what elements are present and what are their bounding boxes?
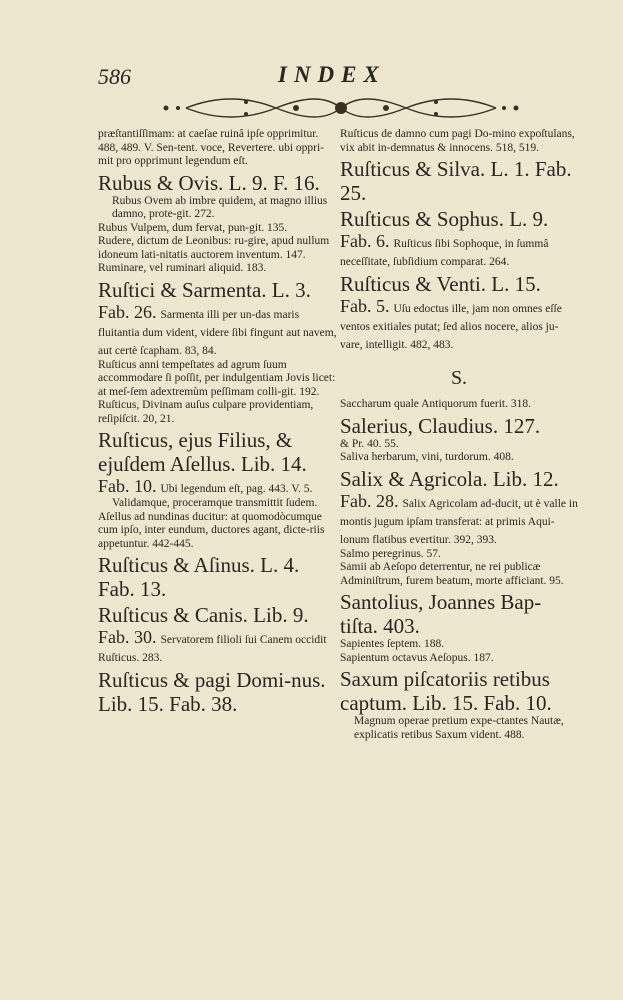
index-fable-entry [340, 296, 578, 353]
index-entry-text: Validamque, proceramque transmittit ſudem. [112, 497, 318, 509]
fable-summary: Sarmenta illi per un-das maris fluitantia dum vident, videre ſibi fingunt aut navem, aut certè ſcapham. 83, 84. [98, 308, 337, 357]
index-entry-text: Saccharum quale Antiquorum fuerit. 318. [340, 398, 531, 410]
fable-number: Fab. 30. [98, 627, 157, 647]
ornament-divider [146, 92, 536, 124]
fable-summary: Ruſticus ſibi Sophoque, in ſummâ neceſſitate, ſubſidium comparat. 264. [340, 238, 549, 268]
fable-summary: Ubi legendum eſt, pag. 443. V. 5. [160, 483, 313, 495]
page-number: 586 [98, 64, 131, 89]
index-heading: Saxum piſcatoriis retibus captum. Lib. 15. Fab. 10. [340, 667, 552, 715]
index-entry-text: Sapientes ſeptem. 188. [340, 638, 445, 650]
fable-summary: Servatorem filioli ſui Canem occidit Ruſticus. 283. [98, 634, 327, 664]
page-title: INDEX [278, 62, 386, 87]
index-heading: Ruſticus & Sophus. L. 9. [340, 207, 549, 231]
fable-number: Fab. 10. [98, 476, 157, 496]
fable-number: Fab. 5. [340, 296, 390, 316]
index-entry-text: Rudere, dictum de Leonibus: ru-gire, apud nullum idoneum lati-nitatis auctorem inventum. 147. [98, 235, 330, 261]
index-fable-entry [98, 302, 338, 359]
index-entry-text: Rubus Ovem ab imbre quidem, at magno illius damno, prote-git. 272. [112, 194, 328, 220]
index-entry-text: Salmo peregrinus. 57. [340, 547, 441, 560]
left-column [98, 128, 338, 716]
index-entry-text: & Pr. 40. 55. [340, 437, 399, 450]
fable-number: Fab. 6. [340, 231, 390, 251]
index-heading: Ruſticus & Silva. L. 1. Fab. 25. [340, 157, 572, 205]
index-entry-text: Sapientum octavus Aeſopus. 187. [340, 651, 494, 664]
index-entry-text: Rubus Vulpem, dum fervat, pun-git. 135. [98, 221, 288, 234]
index-heading: Ruſticus & pagi Domi-nus. Lib. 15. Fab. 38. [98, 668, 326, 716]
right-column [340, 128, 578, 742]
index-fable-entry [98, 476, 338, 497]
index-fable-entry [340, 491, 578, 548]
index-entry-text: Ruſticus de damno cum pagi Do-mino expoſtulans, vix abit in-demnatus & innocens. 518, 519. [340, 128, 575, 154]
index-fable-entry [340, 231, 578, 270]
index-entry-text: præſtantiſſimam: at caeſae ruinâ ipſe opprimitur. 488, 489. V. Sen-tent. voce, Revertere. ubi oppri-mit pro opprimunt legendum eſt. [98, 128, 325, 167]
index-heading: Santolius, Joannes Bap-tiſta. 403. [340, 590, 542, 638]
fable-summary: Salix Agricolam ad-ducit, ut è valle in montis jugum ipſam transferat: at primis Aqui-lonum flatibus evertitur. 392, 393. [340, 497, 578, 546]
index-entry-text: Ruſticus, Divinam auſus culpare providentiam, reſipiſcit. 20, 21. [98, 399, 314, 425]
index-entry-text: Magnum operae pretium expe-ctantes Nautæ, explicatis retibus Saxum vident. 488. [354, 715, 564, 741]
index-heading: Ruſticus & Aſinus. L. 4. Fab. 13. [98, 553, 300, 601]
index-heading: Salerius, Claudius. 127. [340, 413, 541, 438]
index-heading: Ruſtici & Sarmenta. L. 3. [98, 277, 311, 302]
fable-summary: Uſu edoctus ille, jam non omnes eſſe ventos exitiales putat; ſed alios nocere, alios ju-vare, intelligit. 482, 483. [340, 303, 562, 351]
index-heading: Ruſticus & Canis. Lib. 9. [98, 603, 309, 627]
fable-number: Fab. 26. [98, 301, 157, 322]
index-entry-text: Saliva herbarum, vini, turdorum. 408. [340, 451, 514, 463]
index-entry-text: Samii ab Aeſopo deterrentur, ne rei publicæ Adminiſtrum, furem beatum, morte afficiant. 95. [340, 561, 564, 587]
index-heading: Ruſticus & Venti. L. 15. [340, 272, 541, 296]
index-entry-text: Ruſticus anni tempeſtates ad agrum ſuum accommodare ſi poſſit, per indulgentiam Jovis licet: at meſ-ſem adextremùm peſſimam colli-git. 192. [98, 358, 336, 398]
section-letter: S. [450, 367, 468, 389]
fable-number: Fab. 28. [340, 490, 399, 511]
index-heading: Rubus & Ovis. L. 9. F. 16. [98, 170, 320, 195]
index-heading: Ruſticus, ejus Filius, & ejuſdem Aſellus. Lib. 14. [98, 428, 307, 476]
index-entry-text: Aſellus ad nundinas ducitur: at quomodòcumque cum ipſo, inter eundum, ductores agant, dicte-riis appetuntur. 442-445. [98, 510, 325, 550]
index-heading: Salix & Agricola. Lib. 12. [340, 466, 559, 491]
index-entry-text: Ruminare, vel ruminari aliquid. 183. [98, 262, 267, 274]
index-fable-entry [98, 627, 338, 666]
